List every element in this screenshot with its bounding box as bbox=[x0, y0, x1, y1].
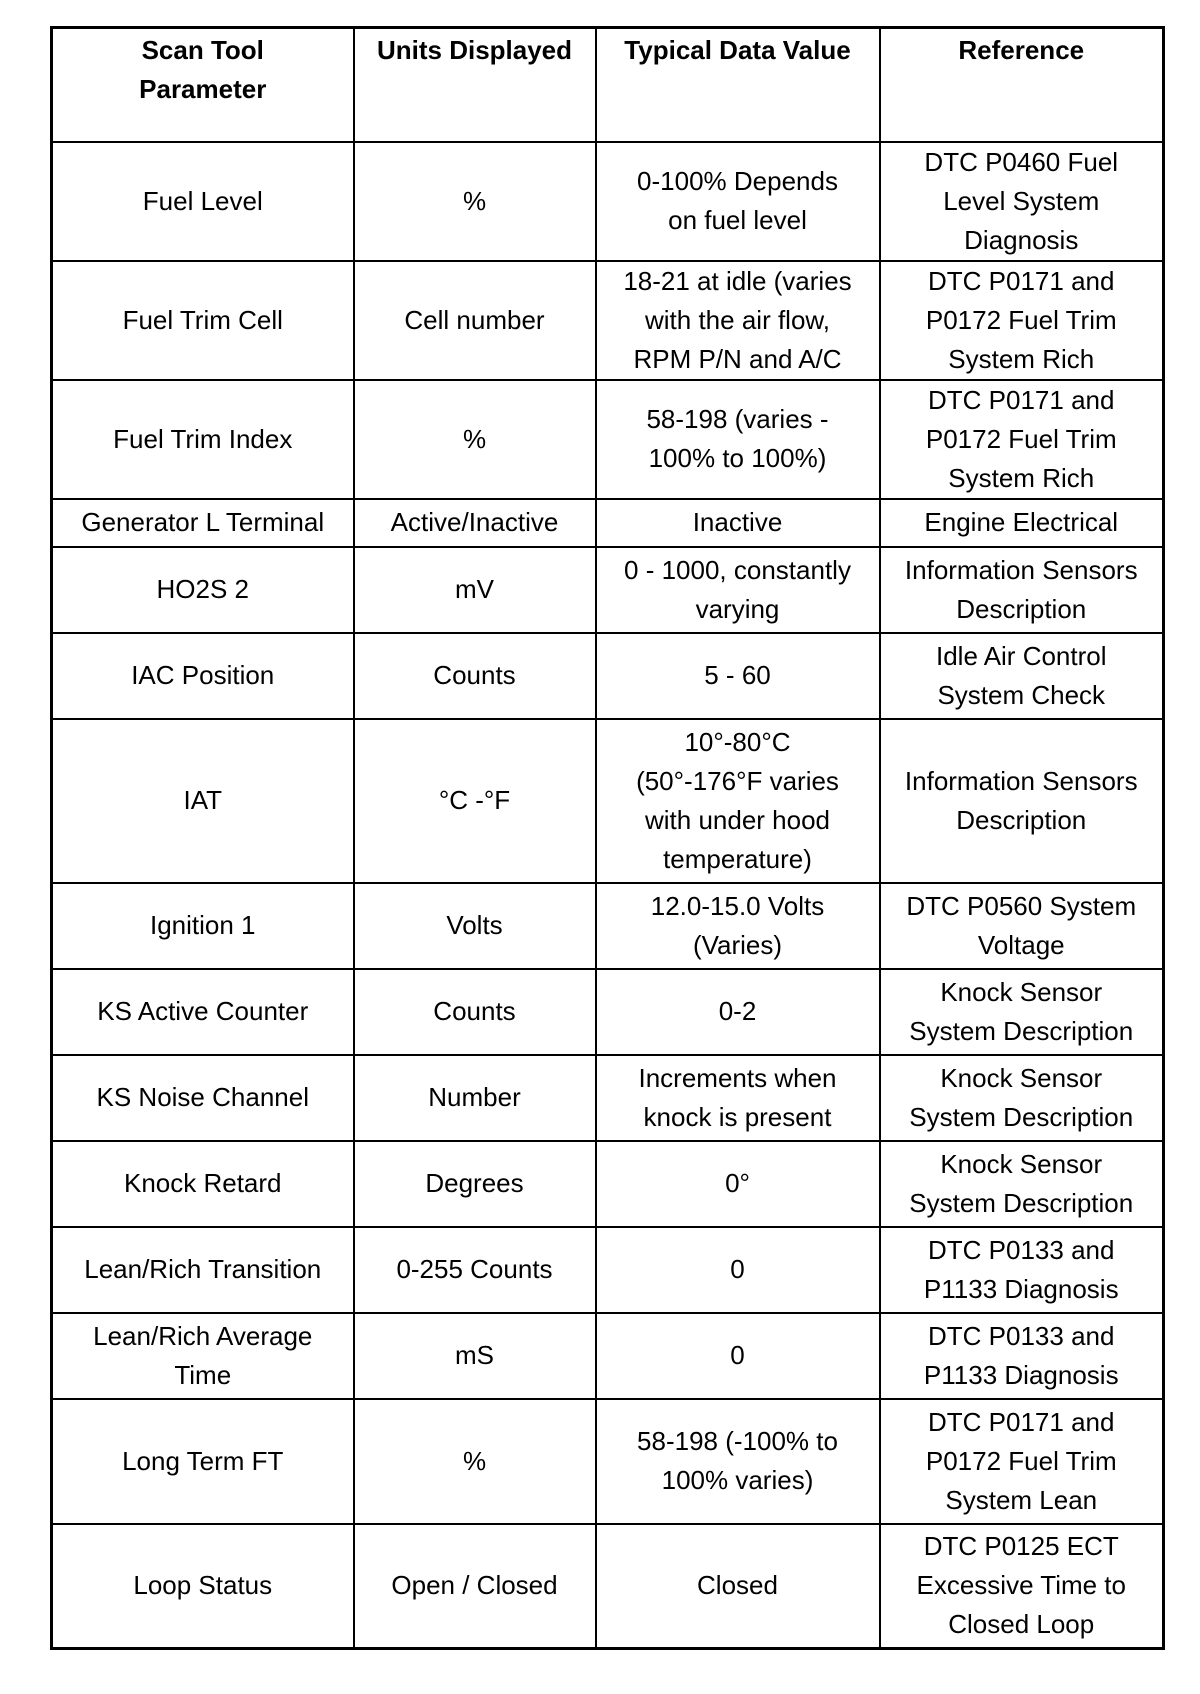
parameter-cell: Fuel Trim Cell bbox=[52, 261, 354, 380]
units-cell: °C -°F bbox=[354, 719, 596, 883]
reference-cell: DTC P0171 and P0172 Fuel Trim System Rich bbox=[880, 261, 1164, 380]
table-row bbox=[52, 380, 1164, 499]
reference-cell: DTC P0171 and P0172 Fuel Trim System Rich bbox=[880, 380, 1164, 499]
parameter-cell: Lean/Rich Transition bbox=[52, 1227, 354, 1313]
reference-cell: DTC P0133 and P1133 Diagnosis bbox=[880, 1227, 1164, 1313]
parameter-cell: Lean/Rich Average Time bbox=[52, 1313, 354, 1399]
typical-value-cell: 0° bbox=[596, 1141, 880, 1227]
typical-value-cell: Increments when knock is present bbox=[596, 1055, 880, 1141]
reference-cell: Idle Air Control System Check bbox=[880, 633, 1164, 719]
reference-cell: Engine Electrical bbox=[880, 499, 1164, 547]
typical-value-cell: 0 bbox=[596, 1227, 880, 1313]
reference-cell: Information Sensors Description bbox=[880, 719, 1164, 883]
units-cell: Cell number bbox=[354, 261, 596, 380]
reference-cell: Knock Sensor System Description bbox=[880, 1141, 1164, 1227]
units-cell: % bbox=[354, 380, 596, 499]
table-row bbox=[52, 261, 1164, 380]
reference-cell: Knock Sensor System Description bbox=[880, 969, 1164, 1055]
table-row bbox=[52, 1399, 1164, 1524]
table-header-row bbox=[52, 28, 1164, 142]
units-cell: Number bbox=[354, 1055, 596, 1141]
typical-value-cell: 58-198 (-100% to 100% varies) bbox=[596, 1399, 880, 1524]
typical-value-cell: Inactive bbox=[596, 499, 880, 547]
parameter-cell: Fuel Trim Index bbox=[52, 380, 354, 499]
units-cell: Counts bbox=[354, 969, 596, 1055]
header-units-displayed: Units Displayed bbox=[354, 28, 596, 142]
typical-value-cell: 12.0-15.0 Volts (Varies) bbox=[596, 883, 880, 969]
table-row bbox=[52, 547, 1164, 633]
parameter-cell: HO2S 2 bbox=[52, 547, 354, 633]
header-scan-tool-parameter: Scan Tool Parameter bbox=[52, 28, 354, 142]
table-row bbox=[52, 719, 1164, 883]
table-row bbox=[52, 969, 1164, 1055]
units-cell: Counts bbox=[354, 633, 596, 719]
parameter-cell: Ignition 1 bbox=[52, 883, 354, 969]
reference-cell: DTC P0560 System Voltage bbox=[880, 883, 1164, 969]
parameter-cell: IAT bbox=[52, 719, 354, 883]
header-reference: Reference bbox=[880, 28, 1164, 142]
reference-cell: DTC P0460 Fuel Level System Diagnosis bbox=[880, 142, 1164, 261]
table-row bbox=[52, 142, 1164, 261]
table-row bbox=[52, 1313, 1164, 1399]
units-cell: % bbox=[354, 142, 596, 261]
parameter-cell: KS Noise Channel bbox=[52, 1055, 354, 1141]
reference-cell: Knock Sensor System Description bbox=[880, 1055, 1164, 1141]
typical-value-cell: 0-100% Depends on fuel level bbox=[596, 142, 880, 261]
table-row bbox=[52, 1141, 1164, 1227]
units-cell: mS bbox=[354, 1313, 596, 1399]
typical-value-cell: 0 bbox=[596, 1313, 880, 1399]
parameter-cell: KS Active Counter bbox=[52, 969, 354, 1055]
parameter-cell: Fuel Level bbox=[52, 142, 354, 261]
units-cell: mV bbox=[354, 547, 596, 633]
typical-value-cell: 10°-80°C (50°-176°F varies with under hood temperature) bbox=[596, 719, 880, 883]
table-row bbox=[52, 633, 1164, 719]
table-row bbox=[52, 1055, 1164, 1141]
units-cell: Volts bbox=[354, 883, 596, 969]
table-row bbox=[52, 883, 1164, 969]
typical-value-cell: 0 - 1000, constantly varying bbox=[596, 547, 880, 633]
units-cell: 0-255 Counts bbox=[354, 1227, 596, 1313]
typical-value-cell: 18-21 at idle (varies with the air flow, RPM P/N and A/C bbox=[596, 261, 880, 380]
units-cell: Open / Closed bbox=[354, 1524, 596, 1649]
typical-value-cell: 58-198 (varies - 100% to 100%) bbox=[596, 380, 880, 499]
typical-value-cell: Closed bbox=[596, 1524, 880, 1649]
units-cell: Active/Inactive bbox=[354, 499, 596, 547]
reference-cell: DTC P0171 and P0172 Fuel Trim System Lean bbox=[880, 1399, 1164, 1524]
reference-cell: Information Sensors Description bbox=[880, 547, 1164, 633]
parameter-cell: Loop Status bbox=[52, 1524, 354, 1649]
reference-cell: DTC P0133 and P1133 Diagnosis bbox=[880, 1313, 1164, 1399]
table-row bbox=[52, 1524, 1164, 1649]
scan-tool-data-table bbox=[50, 26, 1165, 1650]
parameter-cell: Generator L Terminal bbox=[52, 499, 354, 547]
parameter-cell: Knock Retard bbox=[52, 1141, 354, 1227]
header-typical-data-value: Typical Data Value bbox=[596, 28, 880, 142]
typical-value-cell: 0-2 bbox=[596, 969, 880, 1055]
units-cell: Degrees bbox=[354, 1141, 596, 1227]
table-row bbox=[52, 499, 1164, 547]
units-cell: % bbox=[354, 1399, 596, 1524]
table-row bbox=[52, 1227, 1164, 1313]
reference-cell: DTC P0125 ECT Excessive Time to Closed Loop bbox=[880, 1524, 1164, 1649]
typical-value-cell: 5 - 60 bbox=[596, 633, 880, 719]
parameter-cell: IAC Position bbox=[52, 633, 354, 719]
parameter-cell: Long Term FT bbox=[52, 1399, 354, 1524]
